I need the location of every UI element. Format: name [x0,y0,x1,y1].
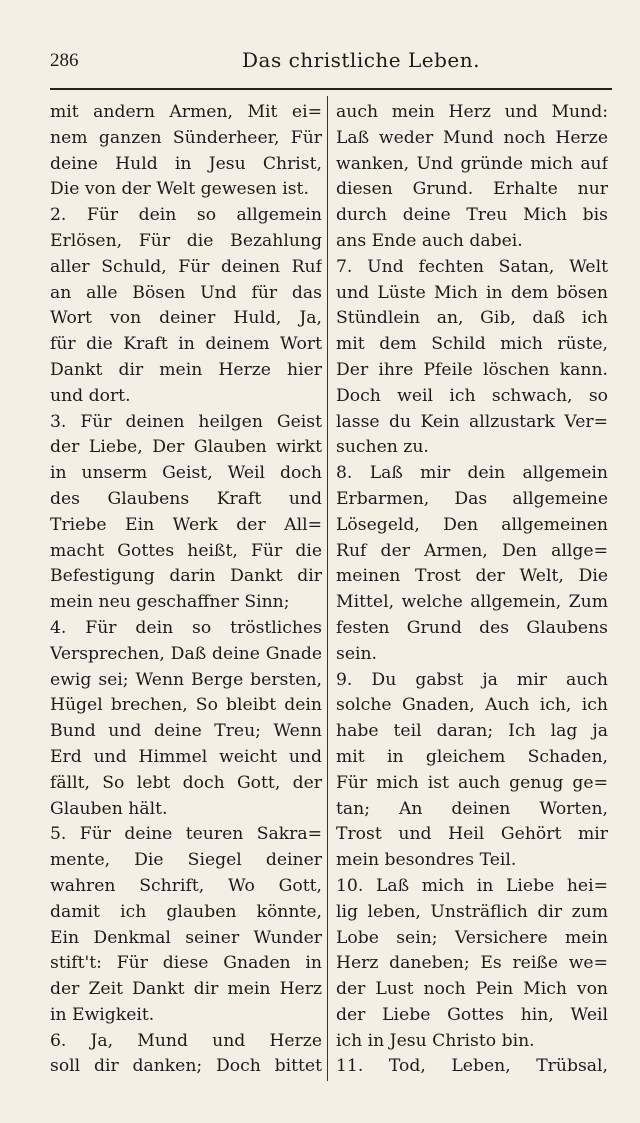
text-line: ewig sei; Wenn Berge bersten, [50,669,322,690]
text-line: Der ihre Pfeile löschen kann. [336,359,608,380]
text-line: des Glaubens Kraft und [50,488,322,509]
text-line: Triebe Ein Werk der All= [50,514,322,535]
text-line: 4. Für dein so tröstliches [50,617,322,638]
text-line: Die von der Welt gewesen ist. [50,179,309,200]
text-line: Herz daneben; Es reiße we= [336,953,608,974]
text-line: Trost und Heil Gehört mir [336,824,608,845]
text-line: und Lüste Mich in dem bösen [336,282,608,303]
text-line: Laß weder Mund noch Herze [336,127,608,148]
text-line: Erbarmen, Das allgemeine [336,488,608,509]
text-line: stift't: Für diese Gnaden in [50,953,322,974]
text-line: tan; An deinen Worten, [336,798,608,819]
text-line: Erd und Himmel weicht und [50,746,322,767]
text-line: deine Huld in Jesu Christ, [50,153,322,174]
text-line: Ein Denkmal seiner Wunder [50,927,322,948]
text-line: mit dem Schild mich rüste, [336,334,608,355]
column-divider [327,96,328,1081]
text-line: festen Grund des Glaubens [336,617,608,638]
text-line: 3. Für deinen heilgen Geist [50,411,322,432]
right-column [336,100,608,1080]
text-line: damit ich glauben könnte, [50,901,322,922]
text-line: sein. [336,643,378,664]
text-line: Für mich ist auch genug ge= [336,772,608,793]
text-line: macht Gottes heißt, Für die [50,540,322,561]
text-line: der Lust noch Pein Mich von [336,979,608,1000]
text-line: der Liebe, Der Glauben wirkt [50,437,322,458]
text-line: Doch weil ich schwach, so [336,385,608,406]
text-line: in Ewigkeit. [50,1004,155,1025]
text-line: Befestigung darin Dankt dir [50,566,322,587]
page-number: 286 [50,50,79,71]
text-line: mein neu geschaffner Sinn; [50,592,290,613]
text-line: Wort von deiner Huld, Ja, [50,308,322,329]
text-line: an alle Bösen Und für das [50,282,322,303]
text-line: Glauben hält. [50,798,168,819]
header-rule [50,88,612,90]
text-line: 5. Für deine teuren Sakra= [50,824,322,845]
text-line: mein besondres Teil. [336,850,517,871]
text-line: 8. Laß mir dein allgemein [336,463,608,484]
left-column [50,100,322,1080]
text-line: 6. Ja, Mund und Herze [50,1030,322,1051]
text-line: und dort. [50,385,131,406]
text-line: lasse du Kein allzustark Ver= [336,411,608,432]
page-header [50,44,612,80]
text-line: Lösegeld, Den allgemeinen [336,514,608,535]
text-line: mente, Die Siegel deiner [50,850,322,871]
text-line: mit andern Armen, Mit ei= [50,102,322,122]
text-line: 11. Tod, Leben, Trübsal, [336,1056,608,1077]
text-line: Dankt dir mein Herze hier [50,359,322,380]
text-line: durch deine Treu Mich bis [336,205,608,226]
text-line: Bund und deine Treu; Wenn [50,721,322,742]
text-line: nem ganzen Sünderheer, Für [50,127,322,148]
text-line: meinen Trost der Welt, Die [336,566,608,587]
text-line: in unserm Geist, Weil doch [50,463,322,484]
text-line: aller Schuld, Für deinen Ruf [50,256,322,277]
text-line: auch mein Herz und Mund: [336,102,608,122]
text-line: wahren Schrift, Wo Gott, [50,875,322,896]
text-line: 10. Laß mich in Liebe hei= [336,875,608,896]
text-line: Lobe sein; Versichere mein [336,927,608,948]
text-line: Hügel brechen, So bleibt dein [50,695,322,716]
text-line: ans Ende auch dabei. [336,230,523,251]
text-line: soll dir danken; Doch bittet [50,1056,322,1077]
text-line: Erlösen, Für die Bezahlung [50,230,322,251]
text-line: 9. Du gabst ja mir auch [336,669,608,690]
text-line: der Liebe Gottes hin, Weil [336,1004,608,1025]
text-line: fällt, So lebt doch Gott, der [50,772,322,793]
text-line: ich in Jesu Christo bin. [336,1030,535,1051]
text-line: suchen zu. [336,437,429,458]
text-line: für die Kraft in deinem Wort [50,334,322,355]
text-line: wanken, Und gründe mich auf [336,153,608,174]
running-title: Das christliche Leben. [242,48,480,72]
text-line: Ruf der Armen, Den allge= [336,540,608,561]
text-line: solche Gnaden, Auch ich, ich [336,695,608,716]
text-line: mit in gleichem Schaden, [336,746,608,767]
text-line: Mittel, welche allgemein, Zum [336,592,608,613]
text-line: habe teil daran; Ich lag ja [336,721,608,742]
text-line: 7. Und fechten Satan, Welt [336,256,608,277]
text-line: diesen Grund. Erhalte nur [336,179,608,200]
text-line: 2. Für dein so allgemein [50,205,322,226]
text-line: Stündlein an, Gib, daß ich [336,308,608,329]
text-line: der Zeit Dankt dir mein Herz [50,979,322,1000]
text-line: Versprechen, Daß deine Gnade [50,643,322,664]
text-line: lig leben, Unsträflich dir zum [336,901,608,922]
